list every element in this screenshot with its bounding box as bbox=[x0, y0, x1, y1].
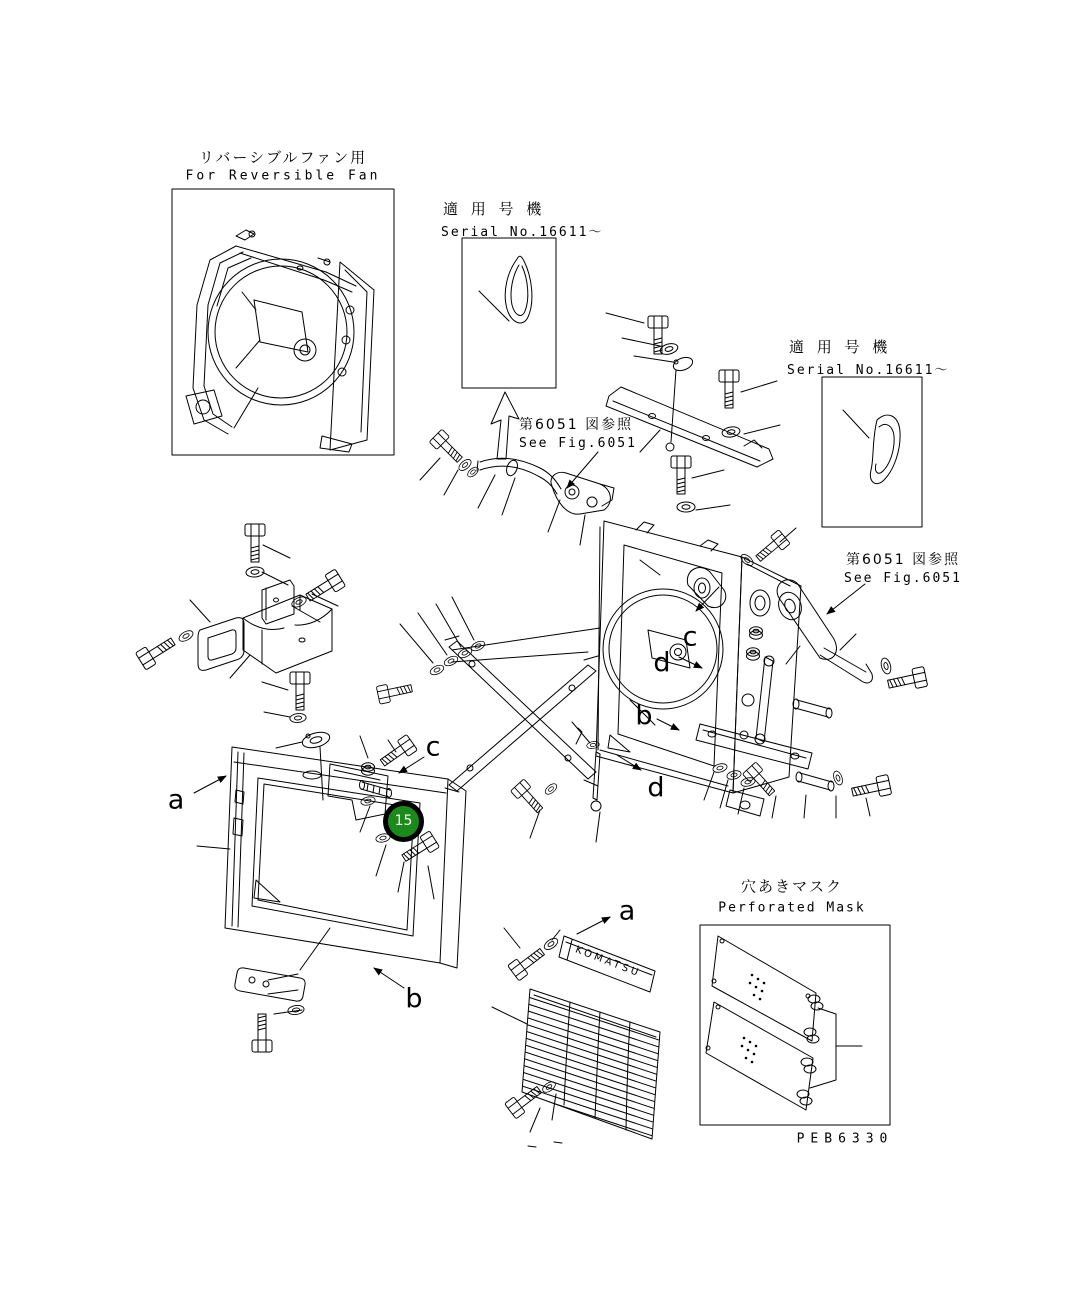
drawing-code: PEB6330 bbox=[796, 1131, 894, 1147]
see-fig-1-en: See Fig.6051 bbox=[519, 436, 637, 451]
see-fig-1-jp: 第6051 図参照 bbox=[519, 417, 634, 433]
callout-d-center-frame: d bbox=[653, 647, 671, 679]
callout-b-center-frame: b bbox=[635, 700, 653, 732]
lower-right-hardware bbox=[696, 699, 892, 818]
perforated-mask-box bbox=[700, 925, 890, 1125]
up-arrow-outline bbox=[491, 392, 519, 459]
callout-b-left-frame: b bbox=[405, 983, 423, 1015]
komatsu-logo-text: KOMATSU bbox=[573, 944, 643, 980]
perforated-mask-title-en: Perforated Mask bbox=[718, 900, 866, 916]
serial-label-2-en: Serial No.16611～ bbox=[787, 363, 950, 378]
callout-c-left-frame: c bbox=[425, 731, 441, 763]
serial-label-1-jp: 適 用 号 機 bbox=[443, 200, 546, 218]
reversible-fan-box bbox=[172, 189, 394, 455]
callout-a-grille: a bbox=[618, 895, 636, 927]
perforated-mask-title-jp: 穴あきマスク bbox=[740, 877, 844, 896]
reversible-fan-title-jp: リバーシブルファン用 bbox=[198, 148, 368, 167]
part-number-badge[interactable]: 15 bbox=[383, 801, 424, 842]
serial-box-2 bbox=[822, 377, 922, 527]
see-fig-2-jp: 第6051 図参照 bbox=[846, 552, 961, 568]
callout-a-left-frame: a bbox=[167, 784, 185, 816]
serial-label-2-jp: 適 用 号 機 bbox=[789, 338, 892, 356]
see-fig-2-en: See Fig.6051 bbox=[844, 571, 962, 586]
reversible-fan-title-en: For Reversible Fan bbox=[185, 168, 381, 184]
callout-d-lower: d bbox=[647, 772, 665, 804]
lower-left-frame bbox=[197, 731, 466, 1052]
mid-left-brackets bbox=[135, 524, 345, 800]
grille-assembly bbox=[492, 928, 662, 1147]
serial-label-1-en: Serial No.16611～ bbox=[441, 225, 604, 240]
callout-c-center-frame: c bbox=[682, 621, 698, 653]
top-plate-assembly bbox=[606, 313, 780, 512]
